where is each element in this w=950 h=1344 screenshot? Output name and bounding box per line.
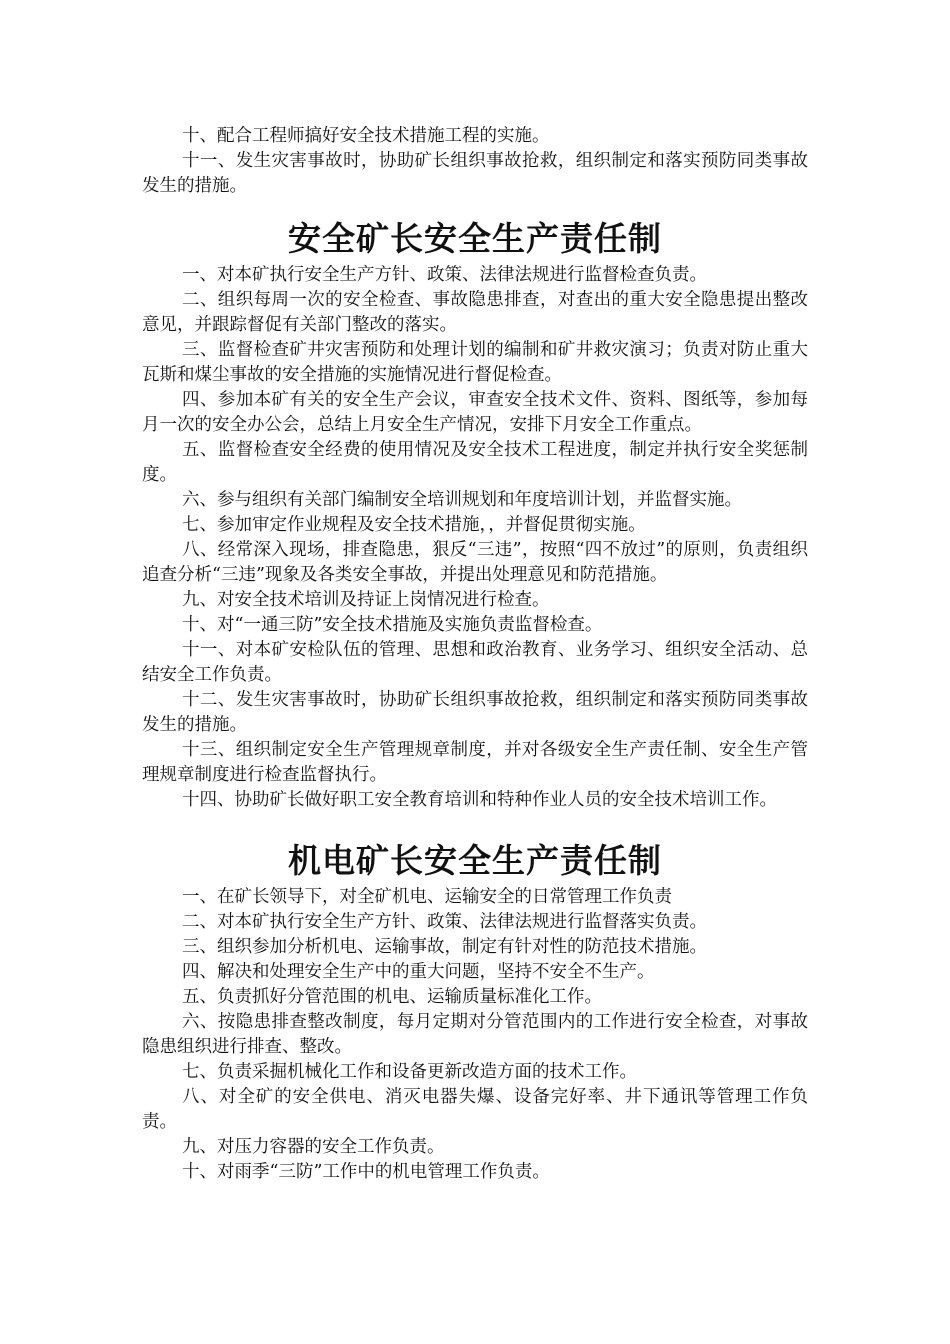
paragraph: 八、对全矿的安全供电、消灭电器失爆、设备完好率、井下通讯等管理工作负责。 [142, 1087, 808, 1132]
paragraph: 十一、发生灾害事故时，协助矿长组织事故抢救，组织制定和落实预防同类事故发生的措施。 [142, 151, 808, 196]
section-title-electromechanical-deputy: 机电矿长安全生产责任制 [288, 841, 662, 880]
paragraph: 九、对安全技术培训及持证上岗情况进行检查。 [182, 590, 550, 610]
paragraph: 十四、协助矿长做好职工安全教育培训和特种作业人员的安全技术培训工作。 [182, 790, 777, 810]
paragraph: 十二、发生灾害事故时，协助矿长组织事故抢救，组织制定和落实预防同类事故发生的措施。 [142, 690, 808, 735]
intro-block [142, 124, 808, 199]
paragraph: 一、在矿长领导下，对全矿机电、运输安全的日常管理工作负责 [182, 887, 672, 907]
paragraph: 十三、组织制定安全生产管理规章制度，并对各级安全生产责任制、安全生产管理规章制度进行检查监督执行。 [142, 740, 808, 785]
paragraph: 十、对雨季“三防”工作中的机电管理工作负责。 [182, 1162, 550, 1182]
paragraph: 五、监督检查安全经费的使用情况及安全技术工程进度，制定并执行安全奖惩制度。 [142, 440, 808, 485]
paragraph: 十、对“一通三防”安全技术措施及实施负责监督检查。 [182, 615, 603, 635]
section-title-safety-deputy: 安全矿长安全生产责任制 [288, 219, 662, 258]
paragraph: 四、参加本矿有关的安全生产会议，审查安全技术文件、资料、图纸等，参加每月一次的安全办公会，总结上月安全生产情况，安排下月安全工作重点。 [142, 390, 808, 435]
paragraph: 七、参加审定作业规程及安全技术措施，，并督促贯彻实施。 [182, 515, 646, 535]
section-electromechanical-deputy [142, 885, 808, 1185]
paragraph: 十一、对本矿安检队伍的管理、思想和政治教育、业务学习、组织安全活动、总结安全工作负责。 [142, 640, 808, 685]
section-safety-deputy [142, 263, 808, 813]
document-page [142, 124, 808, 1185]
paragraph: 五、负责抓好分管范围的机电、运输质量标准化工作。 [182, 987, 602, 1007]
paragraph: 三、监督检查矿井灾害预防和处理计划的编制和矿井救灾演习；负责对防止重大瓦斯和煤尘事故的安全措施的实施情况进行督促检查。 [142, 340, 808, 385]
paragraph: 二、对本矿执行安全生产方针、政策、法律法规进行监督落实负责。 [182, 912, 707, 932]
paragraph: 六、参与组织有关部门编制安全培训规划和年度培训计划，并监督实施。 [182, 490, 742, 510]
paragraph: 四、解决和处理安全生产中的重大问题，坚持不安全不生产。 [182, 962, 655, 982]
paragraph: 十、配合工程师搞好安全技术措施工程的实施。 [182, 126, 550, 146]
paragraph: 六、按隐患排查整改制度，每月定期对分管范围内的工作进行安全检查，对事故隐患组织进行排查、整改。 [142, 1012, 808, 1057]
paragraph: 八、经常深入现场，排查隐患，狠反“三违”，按照“四不放过”的原则，负责组织追查分析“三违”现象及各类安全事故，并提出处理意见和防范措施。 [142, 540, 808, 585]
paragraph: 三、组织参加分析机电、运输事故，制定有针对性的防范技术措施。 [182, 937, 707, 957]
paragraph: 二、组织每周一次的安全检查、事故隐患排查，对查出的重大安全隐患提出整改意见，并跟踪督促有关部门整改的落实。 [142, 290, 808, 335]
paragraph: 七、负责采掘机械化工作和设备更新改造方面的技术工作。 [182, 1062, 637, 1082]
paragraph: 九、对压力容器的安全工作负责。 [182, 1137, 445, 1157]
paragraph: 一、对本矿执行安全生产方针、政策、法律法规进行监督检查负责。 [182, 265, 707, 285]
